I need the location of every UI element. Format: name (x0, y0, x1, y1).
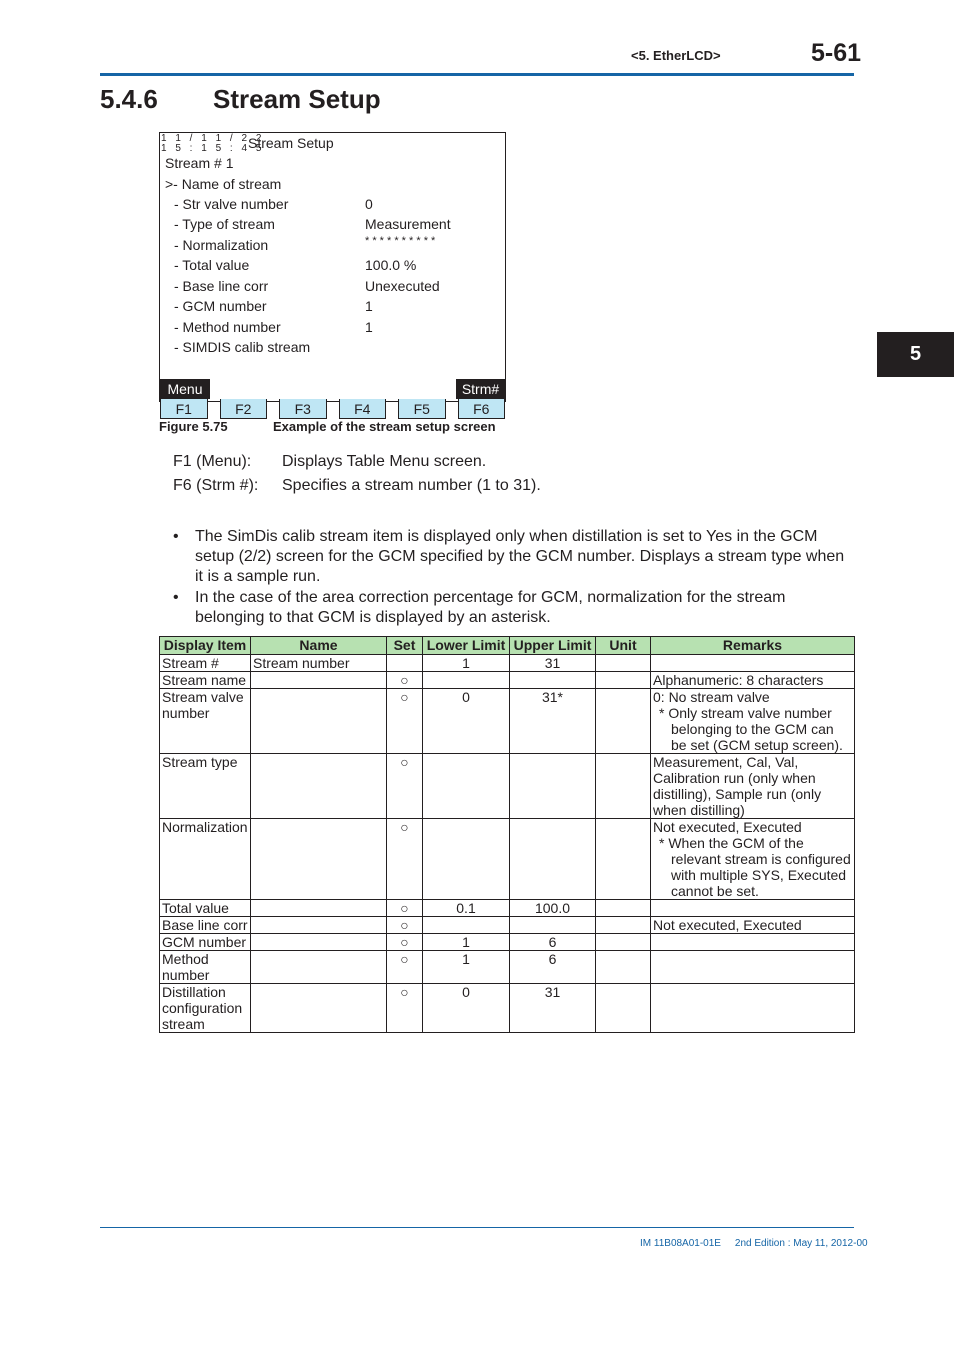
cell-lower (423, 672, 510, 689)
cell-set: ○ (387, 934, 423, 951)
bullet-text: The SimDis calib stream item is displayed only when distillation is set to Yes in the GCM setup (2/2) screen for the GCM specified by the GCM number. Displays a stream type when it is a sample run. (195, 528, 845, 585)
cell-unit (596, 917, 651, 934)
cell-lower: 0 (423, 984, 510, 1033)
column-header: Upper Limit (510, 637, 596, 655)
running-header-chapter: <5. EtherLCD> (631, 48, 721, 63)
cell-lower: 1 (423, 951, 510, 984)
lcd-item-label[interactable]: - SIMDIS calib stream (174, 339, 311, 355)
table-row (160, 655, 855, 672)
cell-remarks (651, 900, 855, 917)
column-header: Remarks (651, 637, 855, 655)
table-row (160, 689, 855, 754)
cell-upper: 31* (510, 689, 596, 754)
f5-key[interactable]: F5 (398, 399, 446, 419)
cell-name (251, 819, 387, 900)
cell-lower: 1 (423, 934, 510, 951)
cell-item: Stream type (160, 754, 251, 819)
cell-upper: 6 (510, 934, 596, 951)
cell-unit (596, 819, 651, 900)
column-header: Name (251, 637, 387, 655)
cell-lower: 0 (423, 689, 510, 754)
cell-set: ○ (387, 984, 423, 1033)
cell-set: ○ (387, 917, 423, 934)
cell-set: ○ (387, 951, 423, 984)
cell-unit (596, 900, 651, 917)
cell-set (387, 655, 423, 672)
cell-name (251, 689, 387, 754)
cell-name (251, 917, 387, 934)
column-header: Set (387, 637, 423, 655)
cell-name (251, 951, 387, 984)
table-row (160, 984, 855, 1033)
fkey-desc-text: Displays Table Menu screen. (282, 453, 487, 470)
table-row (160, 819, 855, 900)
footer-edition: 2nd Edition : May 11, 2012-00 (734, 1238, 868, 1249)
column-header: Unit (596, 637, 651, 655)
cell-upper: 6 (510, 951, 596, 984)
cell-lower (423, 819, 510, 900)
cell-item: Distillation configuration stream (160, 984, 251, 1033)
cell-set: ○ (387, 672, 423, 689)
softkey-strm[interactable]: Strm# (456, 379, 505, 399)
remarks-note-cont: relevant stream is configured with multiple SYS, Executed cannot be set. (671, 851, 851, 899)
cell-upper (510, 672, 596, 689)
bullet-dot: • (173, 528, 179, 545)
bullet-item (173, 527, 855, 587)
page-number: 5-61 (811, 39, 862, 67)
cell-upper: 31 (510, 984, 596, 1033)
cell-upper (510, 917, 596, 934)
cell-remarks (651, 655, 855, 672)
lcd-item-label[interactable]: - Type of stream (174, 216, 275, 232)
lcd-item-value: 1 (365, 319, 373, 335)
fkey-description (173, 477, 541, 495)
table-row (160, 672, 855, 689)
lcd-title: Stream Setup (248, 135, 334, 151)
cell-unit (596, 934, 651, 951)
f3-key[interactable]: F3 (279, 399, 327, 419)
figure-label: Figure 5.75 (159, 419, 228, 434)
footer (640, 1238, 868, 1249)
cell-remarks (651, 984, 855, 1033)
cell-remarks (651, 934, 855, 951)
column-header: Lower Limit (423, 637, 510, 655)
lcd-item-value: Unexecuted (365, 278, 440, 294)
lcd-item-label[interactable]: - Normalization (174, 237, 269, 253)
cell-item: Stream # (160, 655, 251, 672)
cell-remarks (651, 951, 855, 984)
remarks-note: * When the GCM of the (659, 835, 804, 851)
table-row (160, 934, 855, 951)
lcd-stream-number: Stream # 1 (165, 155, 234, 171)
cell-set: ○ (387, 754, 423, 819)
function-key-bar (160, 399, 505, 419)
cell-name (251, 672, 387, 689)
fkey-name: F6 (Strm #): (173, 477, 259, 494)
figure-caption (159, 419, 496, 434)
lcd-screen (159, 132, 506, 402)
column-header: Display Item (160, 637, 251, 655)
table-header-row (160, 637, 855, 655)
fkey-name: F1 (Menu): (173, 453, 252, 470)
cell-item: Base line corr (160, 917, 251, 934)
fkey-desc-text: Specifies a stream number (1 to 31). (282, 477, 541, 494)
lcd-item-label[interactable]: - Method number (174, 319, 281, 335)
section-title (100, 84, 381, 115)
table-row (160, 917, 855, 934)
cell-lower (423, 754, 510, 819)
lcd-item-value: Measurement (365, 216, 451, 232)
figure-caption-text: Example of the stream setup screen (273, 419, 496, 434)
cell-remarks: Alphanumeric: 8 characters (651, 672, 855, 689)
lcd-item-value: 0 (365, 196, 373, 212)
remarks-main: 0: No stream valve (653, 689, 770, 705)
cell-set: ○ (387, 689, 423, 754)
footer-doc-id: IM 11B08A01-01E (640, 1238, 721, 1249)
cell-name: Stream number (251, 655, 387, 672)
cell-lower (423, 917, 510, 934)
cell-unit (596, 655, 651, 672)
cell-lower: 0.1 (423, 900, 510, 917)
header-rule (100, 73, 854, 76)
lcd-item-label[interactable]: - Base line corr (174, 278, 269, 294)
cell-lower: 1 (423, 655, 510, 672)
lcd-item-label[interactable]: - Total value (174, 257, 250, 273)
f4-key[interactable]: F4 (339, 399, 387, 419)
lcd-item-label[interactable]: - GCM number (174, 298, 267, 314)
cell-unit (596, 672, 651, 689)
lcd-item-value: * * * * * * * * * * (365, 235, 436, 247)
lcd-item-label[interactable]: - Str valve number (174, 196, 289, 212)
cell-unit (596, 689, 651, 754)
section-title-text: Stream Setup (213, 84, 381, 114)
fkey-description (173, 453, 486, 471)
remarks-note-cont: belonging to the GCM can be set (GCM setup screen). (671, 721, 843, 753)
cell-item: Stream valve number (160, 689, 251, 754)
cell-item: Total value (160, 900, 251, 917)
cell-item: Method number (160, 951, 251, 984)
cell-remarks: Not executed, Executed (651, 917, 855, 934)
cell-remarks (651, 819, 855, 900)
table-row (160, 754, 855, 819)
cell-unit (596, 951, 651, 984)
cell-remarks (651, 689, 855, 754)
softkey-menu[interactable]: Menu (160, 379, 210, 399)
f1-key[interactable]: F1 (160, 399, 208, 419)
table-row (160, 900, 855, 917)
lcd-item-value: 1 (365, 298, 373, 314)
section-number: 5.4.6 (100, 84, 158, 114)
table-row (160, 951, 855, 984)
bullet-text: In the case of the area correction percentage for GCM, normalization for the stream belonging to that GCM is displayed by an asterisk. (195, 589, 786, 626)
cell-name (251, 984, 387, 1033)
cell-item: Normalization (160, 819, 251, 900)
cell-upper (510, 754, 596, 819)
f6-key[interactable]: F6 (458, 399, 506, 419)
cell-upper (510, 819, 596, 900)
cell-name (251, 934, 387, 951)
f2-key[interactable]: F2 (220, 399, 268, 419)
cell-name (251, 900, 387, 917)
cell-name (251, 754, 387, 819)
remarks-note: * Only stream valve number (659, 705, 832, 721)
cell-item: Stream name (160, 672, 251, 689)
cell-set: ○ (387, 900, 423, 917)
lcd-selected-item[interactable]: >- Name of stream (165, 176, 282, 192)
remarks-main: Not executed, Executed (653, 819, 802, 835)
chapter-tab: 5 (877, 332, 954, 377)
bullet-dot: • (173, 589, 179, 606)
cell-item: GCM number (160, 934, 251, 951)
cell-remarks: Measurement, Cal, Val, Calibration run (only when distilling), Sample run (only when distilling) (651, 754, 855, 819)
lcd-date: 1 1 / 1 1 / 2 2 (161, 133, 265, 144)
cell-set: ○ (387, 819, 423, 900)
lcd-time: 1 5 : 1 5 : 4 5 (161, 143, 265, 154)
lcd-item-value: 100.0 % (365, 257, 417, 273)
footer-rule (100, 1227, 854, 1228)
stream-setup-table (159, 636, 855, 1033)
cell-upper: 31 (510, 655, 596, 672)
cell-upper: 100.0 (510, 900, 596, 917)
cell-unit (596, 754, 651, 819)
bullet-item (173, 588, 855, 628)
cell-unit (596, 984, 651, 1033)
